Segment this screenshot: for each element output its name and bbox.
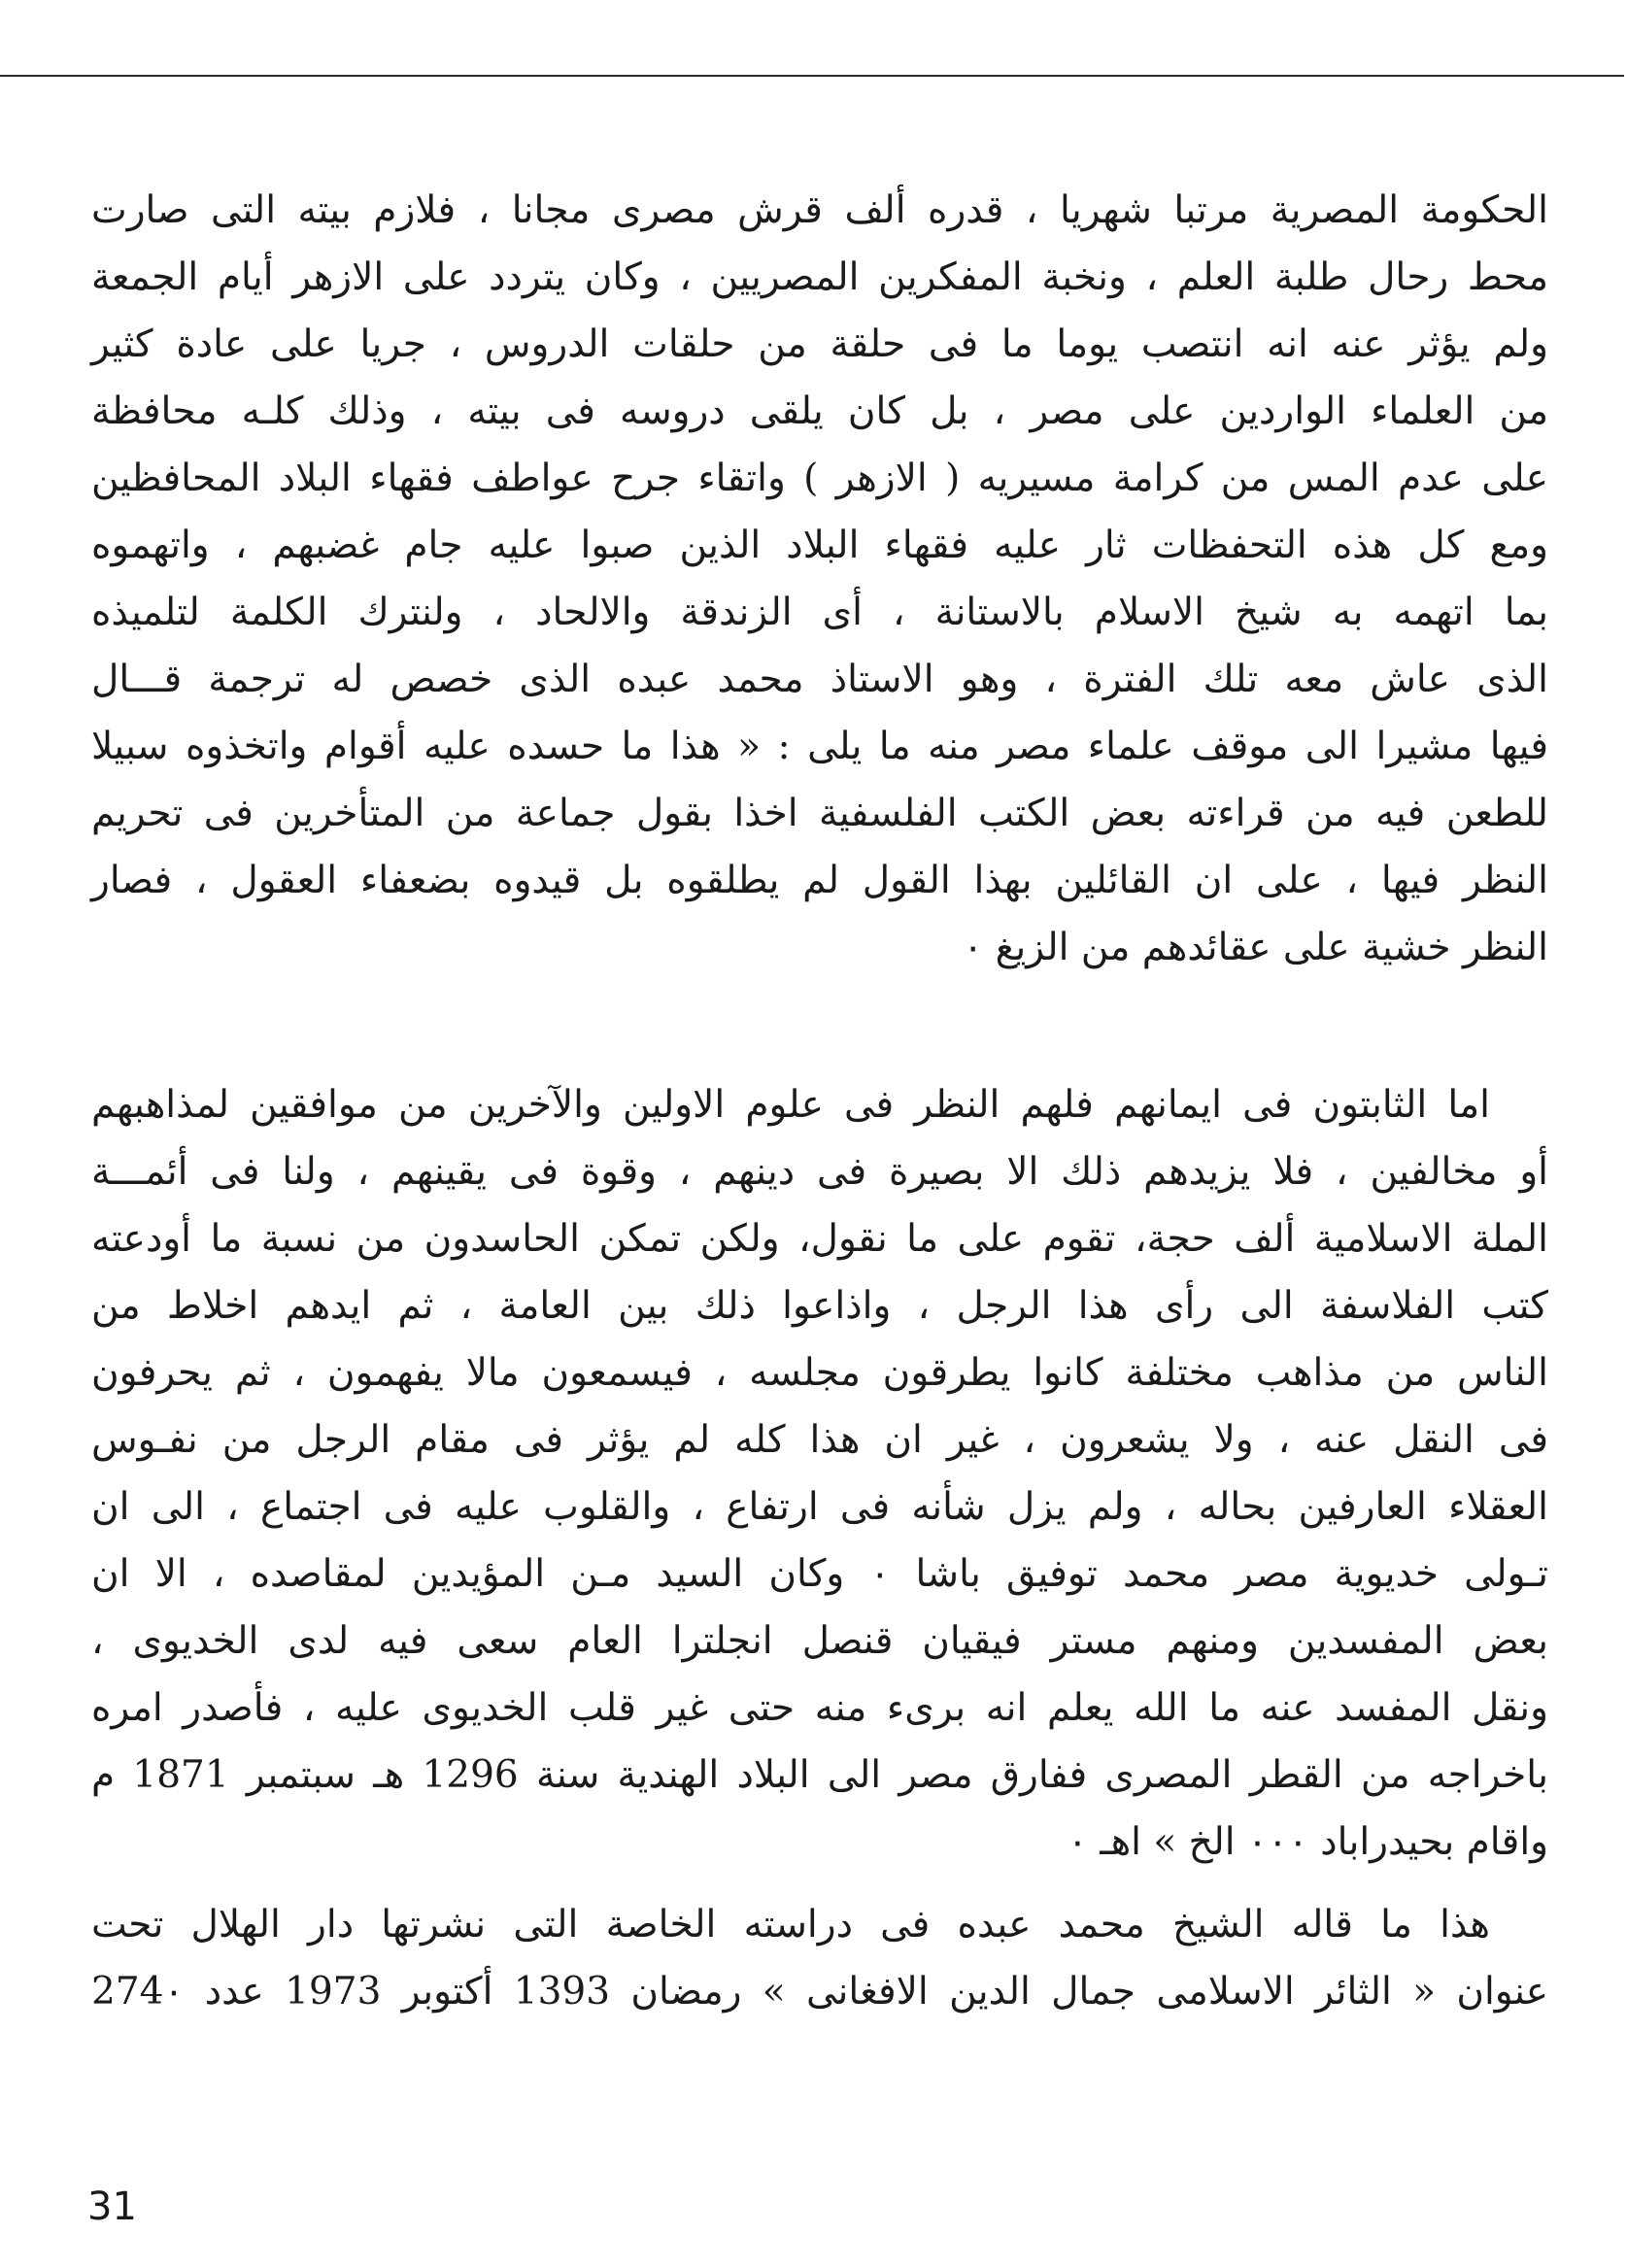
text-line: ولم يؤثر عنه انه انتصب يوما ما فى حلقة من حلقات الدروس ، جريا على عادة كثير (91, 322, 1548, 366)
text-line: بما اتهمه به شيخ الاسلام بالاستانة ، أى الزندقة والالحاد ، ولنترك الكلمة لتلميذه (91, 591, 1548, 634)
text-line: النظر فيها ، على ان القائلين بهذا القول لم يطلقوه بل قيدوه بضعفاء العقول ، فصار (91, 859, 1548, 902)
page-number: 31 (87, 2184, 137, 2229)
text-line: على عدم المس من كرامة مسيريه ( الازهر ) واتقاء جرح عواطف فقهاء البلاد المحافظين (91, 457, 1548, 500)
text-line: الحكومة المصرية مرتبا شهريا ، قدره ألف قرش مصرى مجانا ، فلازم بيته التى صارت (91, 188, 1548, 232)
text-line: الذى عاش معه تلك الفترة ، وهو الاستاذ محمد عبده الذى خصص له ترجمة قـــال (91, 658, 1548, 701)
text-line: بعض المفسدين ومنهم مستر فيقيان قنصل انجلترا العام سعى فيه لدى الخديوى ، (91, 1619, 1548, 1663)
paragraph-1 (91, 177, 1548, 981)
text-line: أو مخالفين ، فلا يزيدهم ذلك الا بصيرة فى دينهم ، وقوة فى يقينهم ، ولنا فى أئمـــة (91, 1150, 1548, 1194)
text-line: من العلماء الواردين على مصر ، بل كان يلقى دروسه فى بيته ، وذلك كلـه محافظة (91, 389, 1548, 433)
paragraph-2 (91, 1071, 1548, 1876)
paragraph-3 (91, 1891, 1548, 2025)
text-line: فى النقل عنه ، ولا يشعرون ، غير ان هذا كله لم يؤثر فى مقام الرجل من نفـوس (91, 1418, 1548, 1462)
text-line: عنوان « الثائر الاسلامى جمال الدين الافغانى » رمضان 1393 أكتوبر 1973 عدد 274٠ (91, 1970, 1548, 2014)
text-line: النظر خشية على عقائدهم من الزيغ ٠ (963, 926, 1548, 969)
text-line: ومع كل هذه التحفظات ثار عليه فقهاء البلاد الذين صبوا عليه جام غضبهم ، واتهموه (91, 524, 1548, 567)
text-line: فيها مشيرا الى موقف علماء مصر منه ما يلى : « هذا ما حسده عليه أقوام واتخذوه سبيلا (91, 725, 1548, 768)
text-line: للطعن فيه من قراءته بعض الكتب الفلسفية اخذا بقول جماعة من المتأخرين فى تحريم (91, 792, 1548, 835)
top-rule (0, 75, 1624, 77)
text-line: هذا ما قاله الشيخ محمد عبده فى دراسته الخاصة التى نشرتها دار الهلال تحت (91, 1903, 1490, 1946)
text-line: الناس من مذاهب مختلفة كانوا يطرقون مجلسه ، فيسمعون مالا يفهمون ، ثم يحرفون (91, 1351, 1548, 1395)
text-line: ونقل المفسد عنه ما الله يعلم انه برىء منه حتى غير قلب الخديوى عليه ، فأصدر امره (91, 1686, 1548, 1730)
text-line: الملة الاسلامية ألف حجة، تقوم على ما نقول، ولكن تمكن الحاسدون من نسبة ما أودعته (91, 1217, 1548, 1261)
text-line: محط رحال طلبة العلم ، ونخبة المفكرين المصريين ، وكان يتردد على الازهر أيام الجمعة (91, 255, 1548, 299)
text-line: العقلاء العارفين بحاله ، ولم يزل شأنه فى ارتفاع ، والقلوب عليه فى اجتماع ، الى ان (91, 1485, 1548, 1529)
text-line: واقام بحيدراباد ٠٠٠ الخ » اهـ ٠ (1067, 1820, 1548, 1864)
text-line: اما الثابتون فى ايمانهم فلهم النظر فى علوم الاولين والآخرين من موافقين لمذاهبهم (91, 1083, 1490, 1127)
text-line: تـولى خديوية مصر محمد توفيق باشا ٠ وكان السيد مـن المؤيدين لمقاصده ، الا ان (91, 1552, 1548, 1596)
text-line: باخراجه من القطر المصرى ففارق مصر الى البلاد الهندية سنة 1296 هـ سبتمبر 1871 م (91, 1753, 1548, 1797)
text-line: كتب الفلاسفة الى رأى هذا الرجل ، واذاعوا ذلك بين العامة ، ثم ايدهم اخلاط من (91, 1284, 1548, 1328)
